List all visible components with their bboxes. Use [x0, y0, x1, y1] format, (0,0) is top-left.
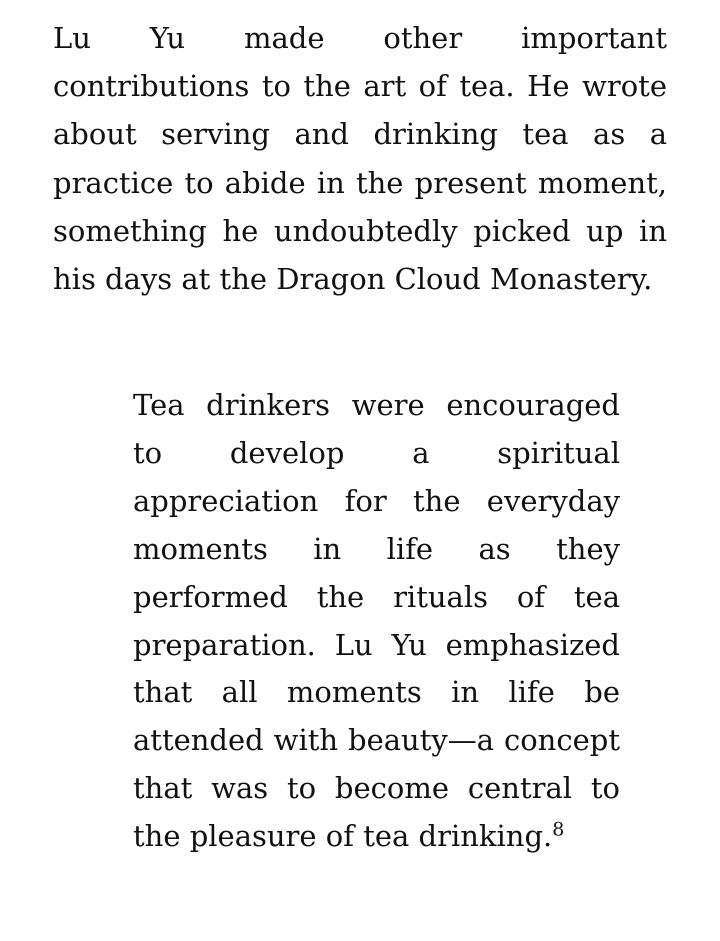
block-quote-text: Tea drinkers were encouraged to develop a spiritual appreciation for the everyday moments in life as they performed the rituals of tea preparation. Lu Yu emphasized that all moments in life be attended with beauty—a concept that was to become central to the pleasure of tea drinking.	[133, 388, 620, 854]
footnote-marker[interactable]: 8	[552, 818, 565, 841]
body-paragraph	[53, 14, 667, 303]
block-quote	[133, 382, 620, 861]
paragraph-text: Lu Yu made other important contributions to the art of tea. He wrote about serving and drinking tea as a practice to abide in the present moment, something he undoubtedly picked up in his days at the Dragon Cloud Monastery.	[53, 21, 667, 297]
